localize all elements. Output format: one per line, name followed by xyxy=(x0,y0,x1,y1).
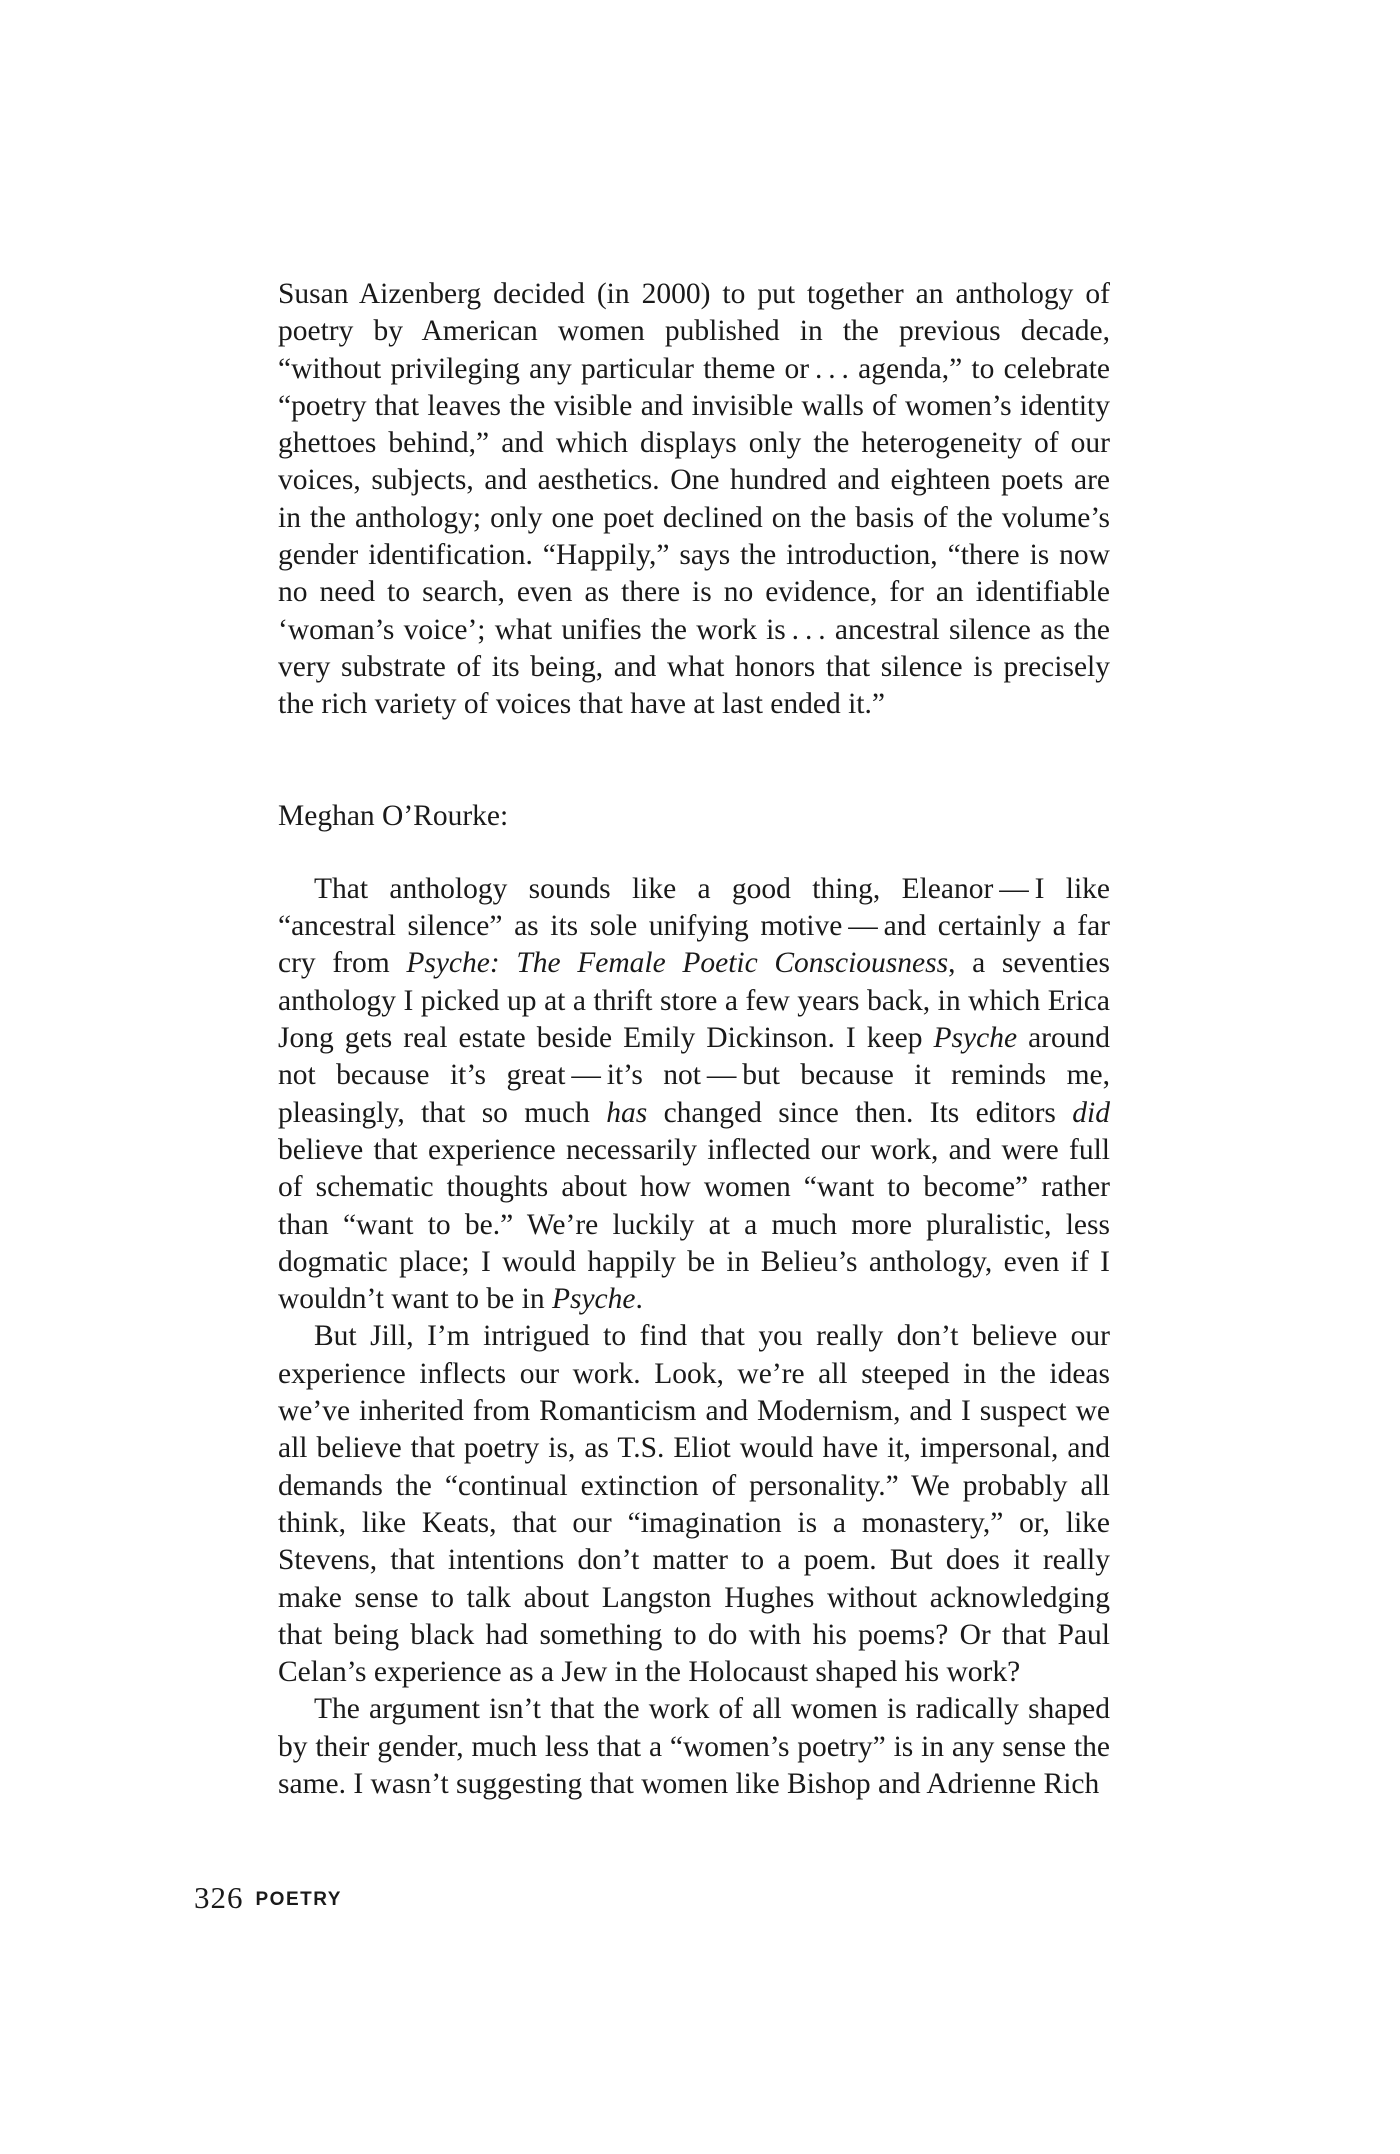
book-title-psyche: Psyche xyxy=(933,1022,1018,1055)
book-title-psyche: Psyche xyxy=(551,1283,636,1316)
journal-name: POETRY xyxy=(255,1889,342,1910)
text-segment: believe that experience necessarily inflected our work, and were full of schematic thoughts about how women “want to become” rather than “want to be.” We’re luckily at a much more pluralistic, less dogmatic place; I would happily be in Belieu’s anthology, even if I wouldn’t want to be in xyxy=(278,1133,1110,1316)
emphasis-has: has xyxy=(606,1096,648,1129)
text-segment: changed since then. Its editors xyxy=(647,1096,1073,1129)
main-text-column xyxy=(278,276,1110,1803)
speaker-name: Meghan O’Rourke: xyxy=(278,799,509,832)
paragraph-experience-inflects: But Jill, I’m intrigued to find that you really don’t believe our experience inflects our work. Look, we’re all steeped in the ideas we’ve inherited from Romanticism and Modernism, and I suspect we all believe that poetry is, as T.S. Eliot would have it, impersonal, and demands the “continual extinction of personality.” We probably all think, like Keats, that our “imagination is a monastery,” or, like Stevens, that intentions don’t matter to a poem. But does it really make sense to talk about Langston Hughes without acknowledging that being black had something to do with his poems? Or that Paul Celan’s experience as a Jew in the Holocaust shaped his work? xyxy=(278,1320,1110,1689)
text-segment: around not because it’s great — it’s not — but because it reminds me, pleasingly, that so much xyxy=(278,1022,1110,1129)
book-title-psyche-full: Psyche: The Female Poetic Consciousness xyxy=(406,947,949,980)
paragraph-argument: The argument isn’t that the work of all women is radically shaped by their gender, much less that a “women’s poetry” is in any sense the same. I wasn’t suggesting that women like Bishop and Adrienne Rich xyxy=(278,1693,1110,1800)
text-segment: , a seventies anthology I picked up at a thrift store a few years back, in which Erica Jong gets real estate beside Emily Dickinson. I keep xyxy=(278,947,1111,1055)
text-segment: . xyxy=(635,1283,643,1316)
page-footer xyxy=(194,1880,342,1921)
emphasis-did: did xyxy=(1072,1096,1110,1129)
paragraph-aizenberg-anthology: Susan Aizenberg decided (in 2000) to put together an anthology of poetry by American women published in the previous decade, “without privileging any particular theme or . . . agenda,” to celebrate “poetry that leaves the visible and invisible walls of women’s identity ghettoes behind,” and which displays only the heterogeneity of our voices, subjects, and aesthetics. One hundred and eighteen poets are in the anthology; only one poet declined on the basis of the volume’s gender identification. “Happily,” says the introduction, “there is now no need to search, even as there is no evidence, for an identifiable ‘woman’s voice’; what unifies the work is . . . ancestral silence as the very substrate of its being, and what honors that silence is precisely the rich variety of voices that have at last ended it.” xyxy=(278,278,1110,721)
text-segment: That anthology sounds like a good thing, Eleanor — I like “ancestral silence” as its sole unifying motive — and certainly a far cry from xyxy=(278,872,1110,980)
paragraph-orourke-anthology xyxy=(278,871,1110,1319)
page-number: 326 xyxy=(194,1880,244,1915)
